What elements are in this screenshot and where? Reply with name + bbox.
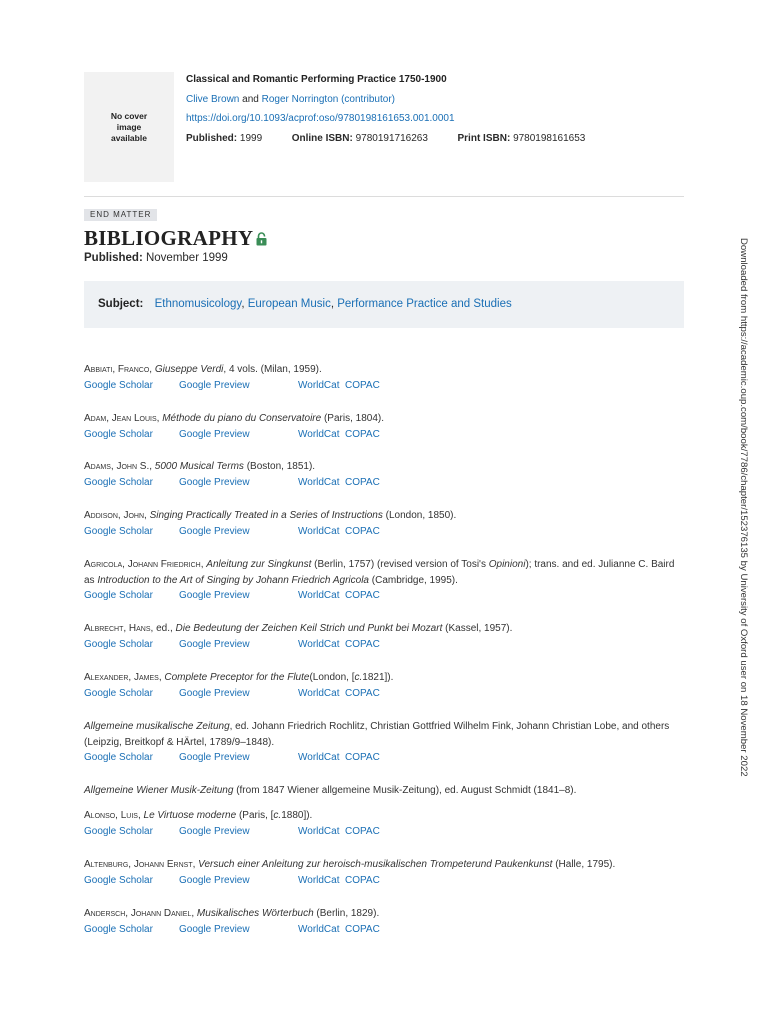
entry-details: (Cambridge, 1995). — [368, 574, 458, 586]
online-isbn-label: Online ISBN: — [291, 132, 353, 144]
entry-links — [84, 686, 684, 701]
entry-links — [84, 824, 684, 839]
entry-separator: , — [149, 461, 155, 472]
book-title: Classical and Romantic Performing Practice 1750-1900 — [186, 74, 447, 85]
no-cover-image — [84, 72, 174, 182]
google-preview-link[interactable]: Google Preview — [179, 590, 250, 601]
entry-work: c. — [354, 672, 363, 683]
citation-text — [84, 621, 684, 637]
subject-link[interactable]: Ethnomusicology — [154, 298, 242, 310]
entry-work: Musikalisches Wörterbuch — [196, 908, 314, 919]
google-scholar-link[interactable]: Google Scholar — [84, 638, 153, 650]
worldcat-link[interactable]: WorldCat — [298, 874, 340, 886]
chapter-title-row — [84, 226, 267, 251]
entry-details: (London, [ — [309, 672, 355, 683]
chapter-published-value: November 1999 — [145, 252, 228, 264]
google-scholar-link[interactable]: Google Scholar — [84, 525, 153, 537]
entry-details: (Paris, 1804). — [321, 413, 385, 424]
entry-details: (Paris, [ — [236, 810, 274, 821]
google-scholar-link[interactable]: Google Scholar — [84, 476, 153, 488]
bibliography-entry — [84, 670, 684, 701]
author-link[interactable]: Clive Brown — [186, 93, 240, 105]
copac-link[interactable]: COPAC — [345, 638, 380, 650]
citation-text — [84, 362, 684, 378]
entry-author: Adams, John S. — [84, 461, 150, 472]
google-scholar-link[interactable]: Google Scholar — [84, 752, 153, 763]
entry-author: Altenburg, Johann Ernst — [84, 859, 193, 870]
entry-links — [84, 378, 684, 393]
bibliography-entry — [84, 459, 684, 490]
citation-text — [84, 508, 684, 524]
worldcat-link[interactable]: WorldCat — [298, 923, 340, 935]
entry-author: Albrecht, Hans — [84, 623, 151, 634]
entry-work: Die Bedeutung der Zeichen Keil Strich und Punkt bei Mozart — [175, 623, 443, 634]
entry-details: , 4 vols. (Milan, 1959). — [223, 364, 322, 375]
entry-work: 5000 Musical Terms — [154, 461, 244, 472]
entry-work: Anleitung zur Singkunst — [206, 559, 312, 570]
citation-text — [84, 857, 684, 873]
entry-links — [84, 750, 684, 765]
worldcat-link[interactable]: WorldCat — [298, 638, 340, 650]
citation-text — [84, 719, 684, 750]
copac-link[interactable]: COPAC — [345, 825, 380, 837]
entry-details: (Berlin, 1829). — [313, 908, 380, 919]
google-preview-link[interactable]: Google Preview — [179, 687, 250, 699]
print-isbn-value: 9780198161653 — [513, 132, 586, 144]
entry-work: Introduction to the Art of Singing by Johann Friedrich Agricola — [97, 574, 369, 586]
google-preview-link[interactable]: Google Preview — [179, 428, 250, 440]
bibliography-entry — [84, 621, 684, 652]
entry-separator: , — [144, 510, 150, 521]
google-preview-link[interactable]: Google Preview — [179, 874, 250, 886]
entry-author: Agricola, Johann Friedrich — [84, 559, 201, 570]
copac-link[interactable]: COPAC — [345, 379, 380, 391]
copac-link[interactable]: COPAC — [345, 923, 380, 935]
entry-work: Allgemeine Wiener Musik-Zeitung — [84, 785, 234, 796]
entry-author: Adam, Jean Louis — [84, 413, 157, 424]
entry-links — [84, 922, 684, 937]
entry-work: Méthode du piano du Conservatoire — [162, 413, 322, 424]
worldcat-link[interactable]: WorldCat — [298, 476, 340, 488]
copac-link[interactable]: COPAC — [345, 590, 380, 601]
doi-row — [186, 112, 585, 125]
google-preview-link[interactable]: Google Preview — [179, 638, 250, 650]
print-isbn-label: Print ISBN: — [457, 132, 511, 144]
google-scholar-link[interactable]: Google Scholar — [84, 687, 153, 699]
copac-link[interactable]: COPAC — [345, 428, 380, 440]
subject-separator: , — [330, 298, 335, 310]
entry-work: Giuseppe Verdi — [154, 364, 224, 375]
google-preview-link[interactable]: Google Preview — [179, 525, 250, 537]
worldcat-link[interactable]: WorldCat — [298, 379, 340, 391]
entry-separator: , — [149, 364, 155, 375]
entry-details: ); trans. and ed. Julianne C. Baird as — [84, 559, 675, 586]
divider — [84, 196, 684, 197]
doi-link[interactable]: https://doi.org/10.1093/acprof:oso/9780198161653.001.0001 — [186, 113, 455, 124]
entry-links — [84, 475, 684, 490]
entry-work: Complete Preceptor for the Flute — [164, 672, 310, 683]
entry-author: Alonso, Luis — [84, 810, 138, 821]
entry-separator: , — [156, 413, 163, 424]
subject-separator: , — [241, 298, 245, 310]
section-badge: END MATTER — [84, 209, 157, 221]
entry-separator: , ed., — [150, 623, 176, 634]
entry-separator: , — [191, 908, 197, 919]
copac-link[interactable]: COPAC — [345, 874, 380, 886]
entry-work: Le Virtuose moderne — [143, 810, 237, 821]
book-published-label: Published: — [186, 132, 238, 144]
download-note — [738, 238, 752, 788]
entry-links — [84, 588, 684, 603]
book-info — [186, 73, 585, 151]
chapter-published-label: Published: — [84, 252, 143, 264]
entry-author: Abbiati, Franco — [84, 364, 150, 375]
copac-link[interactable]: COPAC — [345, 752, 380, 763]
worldcat-link[interactable]: WorldCat — [298, 525, 340, 537]
worldcat-link[interactable]: WorldCat — [298, 590, 340, 601]
bibliography-entry — [84, 906, 684, 937]
entry-details: 1821]). — [362, 672, 394, 683]
author-joiner: and — [242, 93, 259, 105]
entry-links — [84, 873, 684, 888]
citation-text — [84, 670, 684, 686]
entry-links — [84, 524, 684, 539]
entry-separator: , — [137, 810, 144, 821]
book-meta — [186, 132, 585, 145]
citation-text — [84, 557, 684, 588]
entry-work: Versuch einer Anleitung zur heroisch-musikalischen Trompeterund Paukenkunst — [198, 859, 553, 870]
bibliography-entry — [84, 857, 684, 888]
subject-link[interactable]: Performance Practice and Studies — [337, 298, 512, 310]
subject-label: Subject: — [98, 298, 144, 310]
copac-link[interactable]: COPAC — [345, 687, 380, 699]
entry-work: c. — [273, 810, 282, 821]
copac-link[interactable]: COPAC — [345, 476, 380, 488]
entry-work: Opinioni — [488, 559, 526, 570]
google-preview-link[interactable]: Google Preview — [179, 379, 250, 391]
worldcat-link[interactable]: WorldCat — [298, 752, 340, 763]
subject-link[interactable]: European Music — [247, 298, 331, 310]
entry-details: (Halle, 1795). — [552, 859, 616, 870]
google-scholar-link[interactable]: Google Scholar — [84, 874, 153, 886]
entry-details: (Boston, 1851). — [243, 461, 316, 472]
entry-details: (London, 1850). — [382, 510, 457, 521]
subject-bar — [84, 281, 684, 328]
bibliography-entry — [84, 557, 684, 603]
google-preview-link[interactable]: Google Preview — [179, 825, 250, 837]
citation-text — [84, 808, 684, 824]
google-preview-link[interactable]: Google Preview — [179, 752, 250, 763]
entry-details: (from 1847 Wiener allgemeine Musik-Zeitung), ed. August Schmidt (1841–8). — [233, 785, 577, 796]
entry-details: (Berlin, 1757) (revised version of Tosi's — [311, 559, 489, 570]
bibliography-entry — [84, 411, 684, 442]
citation-text — [84, 906, 684, 922]
citation-text — [84, 459, 684, 475]
google-scholar-link[interactable]: Google Scholar — [84, 825, 153, 837]
entry-separator: , — [200, 559, 207, 570]
entry-separator: , — [158, 672, 165, 683]
google-scholar-link[interactable]: Google Scholar — [84, 590, 153, 601]
entry-author: Andersch, Johann Daniel — [84, 908, 192, 919]
bibliography-entry — [84, 808, 684, 839]
online-isbn-value: 9780191716263 — [355, 132, 428, 144]
google-scholar-link[interactable]: Google Scholar — [84, 379, 153, 391]
google-preview-link[interactable]: Google Preview — [179, 923, 250, 935]
google-scholar-link[interactable]: Google Scholar — [84, 923, 153, 935]
worldcat-link[interactable]: WorldCat — [298, 687, 340, 699]
contributor-link[interactable]: Roger Norrington (contributor) — [261, 93, 395, 105]
entry-author: Alexander, James — [84, 672, 159, 683]
book-authors — [186, 93, 585, 106]
bibliography-entry — [84, 508, 684, 539]
google-scholar-link[interactable]: Google Scholar — [84, 428, 153, 440]
download-note-text: Downloaded from https://academic.oup.com/book/7786/chapter/152376135 by University of Oxford user on 18 November 2022 — [738, 238, 749, 777]
entry-links — [84, 637, 684, 652]
chapter-published — [84, 251, 228, 266]
entry-details: , ed. Johann Friedrich Rochlitz, Christian Gottfried Wilhelm Fink, Johann Christian Lobe, and others (Leipzig, Breitkopf & HÄrtel, 1789/9–1848). — [84, 721, 670, 748]
citation-text — [84, 783, 684, 799]
worldcat-link[interactable]: WorldCat — [298, 825, 340, 837]
entry-work: Allgemeine musikalische Zeitung — [84, 721, 230, 732]
bibliography-entry — [84, 362, 684, 393]
citation-text — [84, 411, 684, 427]
bibliography-entry — [84, 783, 684, 799]
entry-author: Addison, John — [84, 510, 145, 521]
entry-work: Singing Practically Treated in a Series of Instructions — [149, 510, 383, 521]
entry-details: 1880]). — [281, 810, 313, 821]
worldcat-link[interactable]: WorldCat — [298, 428, 340, 440]
google-preview-link[interactable]: Google Preview — [179, 476, 250, 488]
chapter-title: BIBLIOGRAPHY — [84, 226, 254, 250]
entry-separator: , — [192, 859, 199, 870]
book-published-value: 1999 — [239, 132, 263, 144]
open-lock-icon — [256, 227, 267, 251]
bibliography-entry — [84, 719, 684, 765]
entry-links — [84, 427, 684, 442]
copac-link[interactable]: COPAC — [345, 525, 380, 537]
no-cover-text: No cover image available — [110, 110, 148, 143]
entry-details: (Kassel, 1957). — [442, 623, 513, 634]
